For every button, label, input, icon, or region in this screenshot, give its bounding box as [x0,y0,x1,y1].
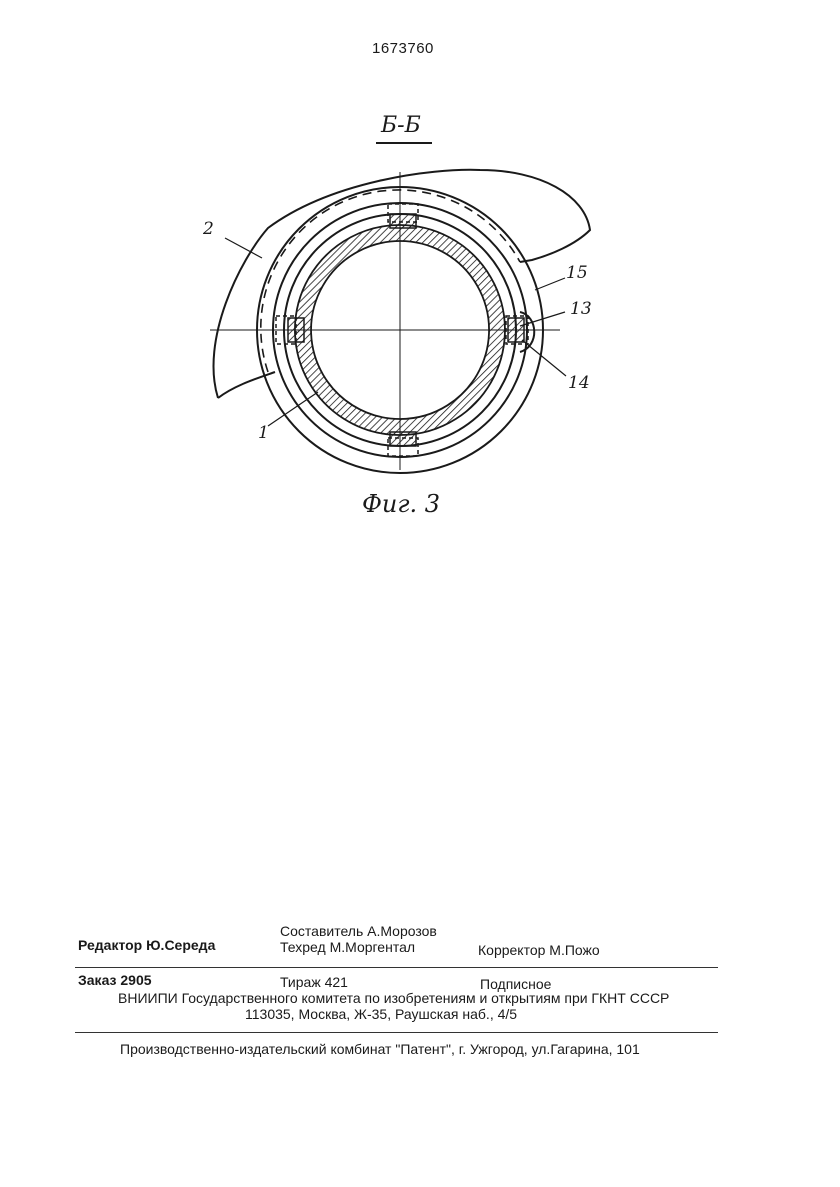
divider-top [75,967,718,968]
key-top [390,214,416,228]
compiler-line: Составитель А.Морозов [280,923,437,939]
callout-15: 15 [566,263,588,283]
corrector-line: Корректор М.Пожо [478,942,600,958]
leader-15 [535,278,565,290]
callout-2: 2 [203,219,214,239]
key-right [508,318,524,342]
technical-drawing [0,0,840,560]
callout-14: 14 [568,373,590,393]
publisher-line: Производственно-издательский комбинат "Патент", г. Ужгород, ул.Гагарина, 101 [120,1041,640,1057]
section-label: Б-Б [381,113,421,138]
patent-number: 1673760 [372,40,434,57]
callout-13: 13 [570,299,592,319]
divider-bottom [75,1032,718,1033]
order-line: Заказ 2905 [78,972,152,988]
housing-part-2-lower [218,372,275,398]
tech-editor-line: Техред М.Моргентал [280,939,416,955]
housing-part-2 [214,170,590,398]
figure-caption: Фиг. 3 [362,490,441,518]
address-line: 113035, Москва, Ж-35, Раушская наб., 4/5 [245,1006,518,1022]
editor-line: Редактор Ю.Середа [78,937,216,953]
callout-1: 1 [258,423,269,443]
leader-14 [522,340,566,376]
institute-line: ВНИИПИ Государственного комитета по изобретениям и открытиям при ГКНТ СССР [118,990,670,1006]
key-bottom [390,432,416,446]
circulation-line: Тираж 421 [280,974,348,990]
key-left [288,318,304,342]
subscription-line: Подписное [480,976,552,992]
leader-2 [225,238,262,258]
